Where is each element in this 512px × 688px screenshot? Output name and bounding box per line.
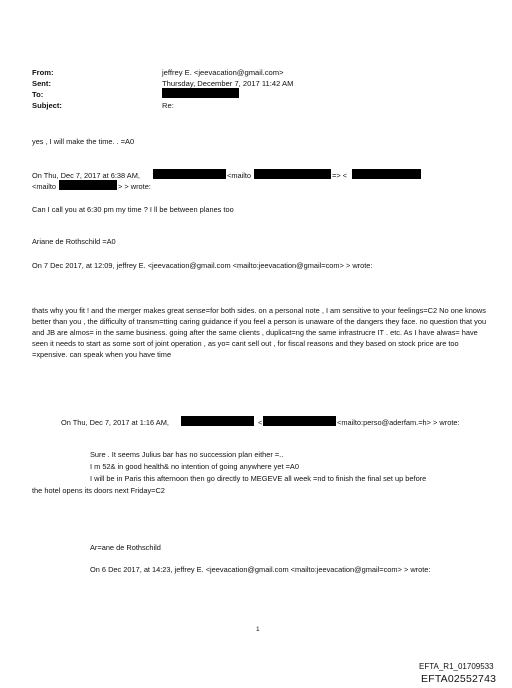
signature: Ar=ane de Rothschild bbox=[90, 543, 161, 552]
redaction-box bbox=[59, 180, 117, 190]
message-line: Sure . It seems Julius bar has no succession plan either =.. bbox=[90, 450, 284, 459]
quote-header-3: On Thu, Dec 7, 2017 at 1:16 AM, bbox=[61, 418, 169, 427]
quote-header-1: On Thu, Dec 7, 2017 at 6:38 AM, bbox=[32, 171, 140, 180]
message-paragraph: thats why you fit ! and the merger makes great sense=for both sides. on a personal note , I am sensitive to your feelings=C2 No one knows better than you , the difficulty of transm=tting caring guidance if you feel a person is unaware of the dangers they face. no question that you and JB are almos= in the same business. going after the same clients , duplicat=ng the same infrastrucre IT . etc. As I have alwas= have seen it needs to start as some sort of joint operation , as yo= cant sell out , for fiscal reasons and they based on stock price are too =xpensive. can speak when you have time bbox=[32, 306, 487, 359]
signature: Ariane de Rothschild =A0 bbox=[32, 237, 116, 246]
quote-header-4: On 6 Dec 2017, at 14:23, jeffrey E. <jeevacation@gmail.com <mailto:jeevacation@gmail=com> > wrote: bbox=[90, 565, 431, 574]
redaction-box bbox=[153, 169, 226, 179]
redaction-box bbox=[263, 416, 336, 426]
from-value: jeffrey E. <jeevacation@gmail.com> bbox=[162, 68, 284, 77]
message-line: Can I call you at 6:30 pm my time ? I ll be between planes too bbox=[32, 205, 234, 214]
redaction-box bbox=[254, 169, 331, 179]
from-label: From: bbox=[32, 68, 54, 77]
quote-header-1-wrote: > > wrote: bbox=[118, 182, 151, 191]
message-line: the hotel opens its doors next Friday=C2 bbox=[32, 486, 165, 495]
document-id-2: EFTA02552743 bbox=[421, 673, 497, 685]
quote-header-1-arrow: => < bbox=[332, 171, 348, 180]
quote-header-3-mailto: <mailto:perso@aderfam.=h> > wrote: bbox=[337, 418, 460, 427]
redaction-box bbox=[352, 169, 421, 179]
quote-header-2: On 7 Dec 2017, at 12:09, jeffrey E. <jeevacation@gmail.com <mailto:jeevacation@gmail=com> > wrote: bbox=[32, 261, 373, 270]
document-id-1: EFTA_R1_01709533 bbox=[419, 662, 494, 671]
page-number: 1 bbox=[256, 626, 260, 633]
quote-header-3-bracket: < bbox=[258, 418, 263, 427]
reply-line: yes , I will make the time. . =A0 bbox=[32, 137, 135, 146]
message-line: I will be in Paris this afternoon then go directly to MEGEVE all week =nd to finish the final set up before bbox=[90, 474, 427, 483]
sent-label: Sent: bbox=[32, 79, 51, 88]
message-line: I m 52& in good health& no intention of going anywhere yet =A0 bbox=[90, 462, 299, 471]
quote-header-1-mailto-2: <mailto bbox=[32, 182, 57, 191]
redaction-box-to bbox=[162, 88, 239, 98]
quote-header-1-mailto: <mailto bbox=[227, 171, 252, 180]
subject-value: Re: bbox=[162, 101, 174, 110]
redaction-box bbox=[181, 416, 254, 426]
to-label: To: bbox=[32, 90, 44, 99]
subject-label: Subject: bbox=[32, 101, 62, 110]
sent-value: Thursday, December 7, 2017 11:42 AM bbox=[162, 79, 294, 88]
